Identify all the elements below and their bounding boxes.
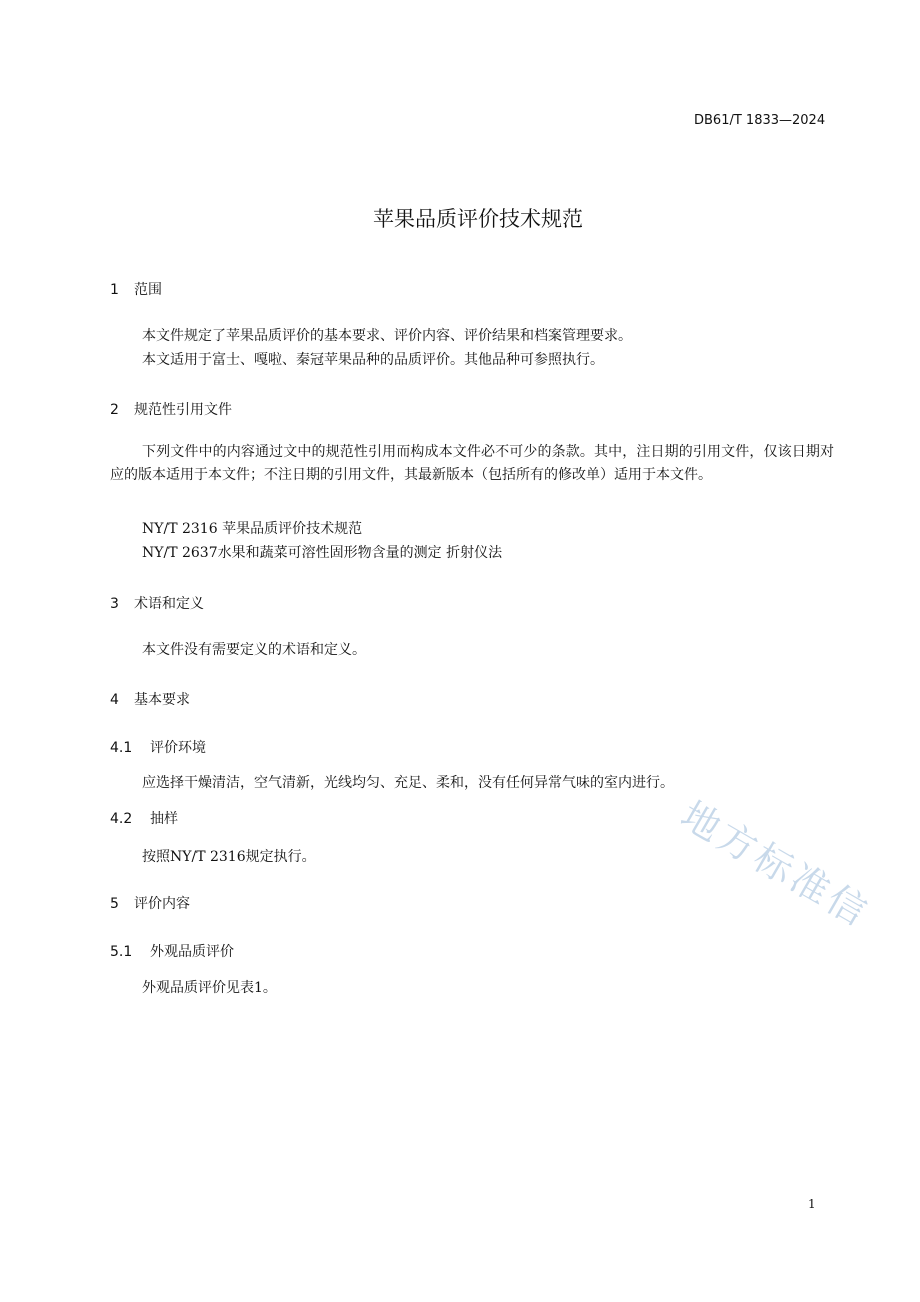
section-4-1-paragraph: 应选择干燥清洁，空气清新，光线均匀、充足、柔和，没有任何异常气味的室内进行。 <box>142 775 674 791</box>
section-number: 5 <box>110 896 119 912</box>
section-title: 基本要求 <box>134 692 190 708</box>
subsection-title: 抽样 <box>150 811 178 827</box>
section-4-2-heading <box>110 808 178 828</box>
section-4-heading <box>110 689 190 709</box>
subsection-title: 评价环境 <box>150 740 206 756</box>
section-5-heading <box>110 893 190 913</box>
section-title: 范围 <box>134 282 162 298</box>
section-1-heading <box>110 279 162 299</box>
subsection-number: 4.1 <box>110 740 133 756</box>
section-title: 评价内容 <box>134 896 190 912</box>
section-1-paragraph-2: 本文适用于富士、嘎啦、秦冠苹果品种的品质评价。其他品种可参照执行。 <box>142 352 604 368</box>
reference-ny-t-2637: NY/T 2637水果和蔬菜可溶性固形物含量的测定 折射仪法 <box>142 545 503 561</box>
section-3-heading <box>110 593 204 613</box>
section-title: 术语和定义 <box>134 596 204 612</box>
section-3-paragraph-1: 本文件没有需要定义的术语和定义。 <box>142 642 366 658</box>
section-5-1-paragraph: 外观品质评价见表1。 <box>142 980 277 996</box>
section-number: 4 <box>110 692 119 708</box>
section-2-intro: 下列文件中的内容通过文中的规范性引用而构成本文件必不可少的条款。其中，注日期的引用文件，仅该日期对应的版本适用于本文件；不注日期的引用文件，其最新版本（包括所有的修改单）适用于本文件。 <box>110 444 834 483</box>
section-number: 3 <box>110 596 119 612</box>
section-2-heading <box>110 399 232 419</box>
section-number: 2 <box>110 402 119 418</box>
section-4-2-paragraph: 按照NY/T 2316规定执行。 <box>142 849 316 865</box>
standard-code: DB61/T 1833—2024 <box>694 113 826 128</box>
watermark: 地方标准信 <box>673 792 878 936</box>
section-title: 规范性引用文件 <box>134 402 232 418</box>
document-title: 苹果品质评价技术规范 <box>373 207 583 231</box>
section-1-paragraph-1: 本文件规定了苹果品质评价的基本要求、评价内容、评价结果和档案管理要求。 <box>142 328 632 344</box>
reference-ny-t-2316: NY/T 2316 苹果品质评价技术规范 <box>142 521 363 537</box>
subsection-number: 5.1 <box>110 944 133 960</box>
section-4-1-heading <box>110 737 206 757</box>
page-number: 1 <box>808 1197 816 1211</box>
subsection-title: 外观品质评价 <box>150 944 234 960</box>
subsection-number: 4.2 <box>110 811 133 827</box>
section-number: 1 <box>110 282 119 298</box>
section-5-1-heading <box>110 941 234 961</box>
